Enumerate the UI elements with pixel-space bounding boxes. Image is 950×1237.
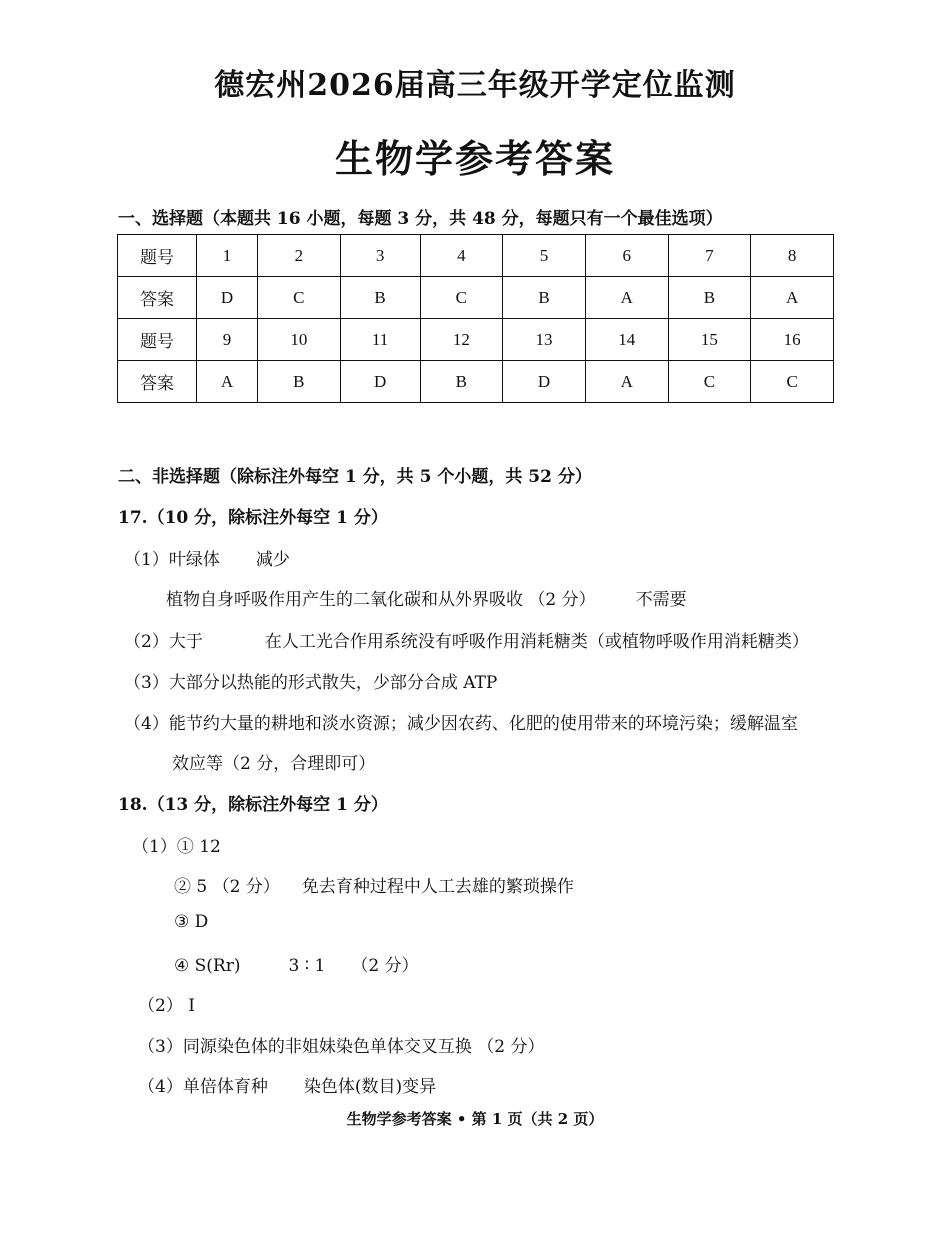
answer-text: （4）单倍体育种 — [138, 1077, 268, 1097]
q17-part3: （3）大部分以热能的形式散失，少部分合成 ATP — [124, 673, 498, 693]
answer-text: 3 ∶ 1 — [288, 956, 326, 976]
q18-part1-sub2 — [174, 872, 574, 897]
answer-cell: D — [503, 361, 586, 403]
question-number: 8 — [751, 235, 834, 277]
answer-cell: B — [503, 277, 586, 319]
choice-answer-table — [117, 234, 834, 403]
answer-cell: C — [258, 277, 341, 319]
q18-header: 18.（13 分，除标注外每空 1 分） — [118, 795, 388, 815]
question-number: 2 — [258, 235, 341, 277]
page-footer: 生物学参考答案 • 第 1 页（共 2 页） — [346, 1110, 604, 1128]
answer-cell: B — [340, 277, 420, 319]
q18-part1-sub3: ③ D — [174, 912, 209, 932]
question-number: 6 — [585, 235, 668, 277]
answer-cell: A — [197, 361, 258, 403]
question-number: 10 — [258, 319, 341, 361]
q18-part1 — [132, 832, 221, 857]
answer-cell: B — [420, 361, 503, 403]
q17-part2 — [124, 627, 809, 652]
page-title: 生物学参考答案 — [334, 136, 615, 181]
question-number: 11 — [340, 319, 420, 361]
answer-cell: D — [197, 277, 258, 319]
q18-part4 — [138, 1072, 436, 1097]
answer-text: 免去育种过程中人工去雄的繁琐操作 — [301, 877, 574, 897]
table-row — [118, 277, 834, 319]
section2-heading: 二、非选择题（除标注外每空 1 分，共 5 个小题，共 52 分） — [118, 467, 592, 487]
question-number-label: 题号 — [118, 319, 197, 361]
question-number: 3 — [340, 235, 420, 277]
table-row — [118, 235, 834, 277]
part-label: （1） — [124, 550, 169, 570]
question-number: 1 — [197, 235, 258, 277]
answer-cell: D — [340, 361, 420, 403]
answer-text: 不需要 — [635, 590, 687, 610]
answer-text: ① 12 — [176, 837, 221, 857]
q18-part3: （3）同源染色体的非姐妹染色单体交叉互换 （2 分） — [138, 1037, 545, 1057]
question-number: 14 — [585, 319, 668, 361]
part-label: （1） — [132, 837, 177, 857]
question-number: 13 — [503, 319, 586, 361]
answer-text: 染色体(数目)变异 — [303, 1077, 437, 1097]
q17-part4-line2: 效应等（2 分，合理即可） — [172, 754, 376, 774]
answer-cell: C — [420, 277, 503, 319]
answer-text: 叶绿体 — [168, 550, 220, 570]
table-row — [118, 361, 834, 403]
part-label: （2） — [124, 632, 169, 652]
question-number: 15 — [668, 319, 751, 361]
answer-label: 答案 — [118, 361, 197, 403]
table-row — [118, 319, 834, 361]
section1-heading: 一、选择题（本题共 16 小题，每题 3 分，共 48 分，每题只有一个最佳选项） — [118, 209, 723, 229]
question-number-label: 题号 — [118, 235, 197, 277]
answer-text: 减少 — [255, 550, 290, 570]
answer-text: 大于 — [168, 632, 203, 652]
q18-part1-sub4 — [174, 951, 419, 976]
question-number: 4 — [420, 235, 503, 277]
q17-part1 — [124, 545, 290, 570]
answer-label: 答案 — [118, 277, 197, 319]
answer-text: 在人工光合作用系统没有呼吸作用消耗糖类（或植物呼吸作用消耗糖类） — [264, 632, 809, 652]
question-number: 9 — [197, 319, 258, 361]
q17-header: 17.（10 分，除标注外每空 1 分） — [118, 508, 388, 528]
q17-part1-line2 — [166, 585, 687, 610]
answer-cell: C — [751, 361, 834, 403]
answer-cell: A — [751, 277, 834, 319]
question-number: 7 — [668, 235, 751, 277]
answer-cell: A — [585, 277, 668, 319]
q17-part4: （4）能节约大量的耕地和淡水资源；减少因农药、化肥的使用带来的环境污染；缓解温室 — [124, 714, 798, 734]
question-number: 12 — [420, 319, 503, 361]
answer-cell: C — [668, 361, 751, 403]
question-number: 5 — [503, 235, 586, 277]
answer-cell: B — [258, 361, 341, 403]
answer-cell: B — [668, 277, 751, 319]
q18-part2: （2） Ⅰ — [138, 996, 195, 1016]
answer-text: ④ S(Rr) — [174, 956, 241, 976]
question-number: 16 — [751, 319, 834, 361]
answer-text: ② 5 （2 分） — [174, 877, 280, 897]
answer-text: 植物自身呼吸作用产生的二氧化碳和从外界吸收 （2 分） — [166, 590, 596, 610]
answer-cell: A — [585, 361, 668, 403]
answer-text: （2 分） — [351, 956, 419, 976]
exam-title: 德宏州2026届高三年级开学定位监测 — [214, 68, 736, 103]
